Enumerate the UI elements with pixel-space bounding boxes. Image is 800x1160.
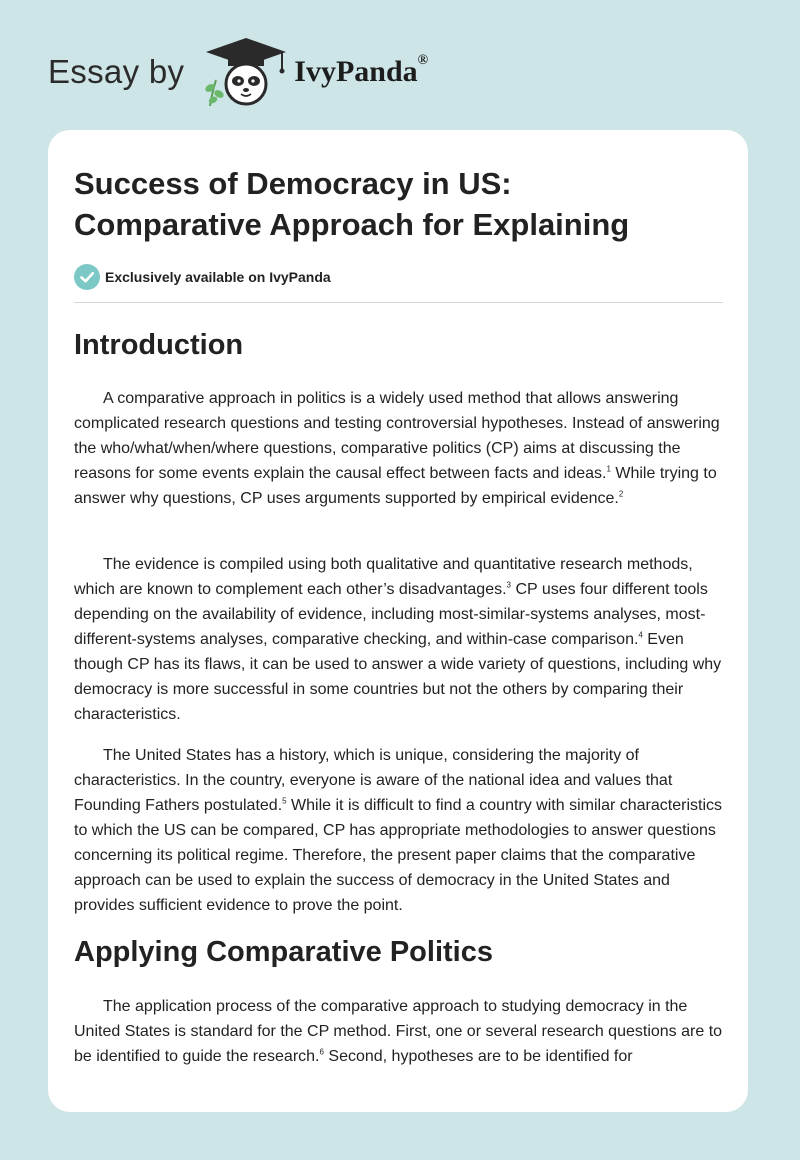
footnote-ref[interactable]: 2	[618, 489, 624, 499]
exclusive-badge	[74, 263, 331, 291]
footnote-ref[interactable]: 3	[506, 580, 511, 590]
footnote-ref[interactable]: 5	[282, 796, 287, 806]
panda-graduation-cap-icon	[198, 36, 294, 108]
footnote-ref[interactable]: 4	[638, 630, 643, 640]
footnote-ref[interactable]: 1	[606, 464, 611, 474]
paragraph-text: Even though CP has its flaws, it can be used to answer a wide variety of questions, including why democracy is more successful in some countries but not the others by comparing their characteristics.	[74, 631, 722, 723]
brand-name	[294, 55, 428, 89]
paragraph-text: The application process of the comparative approach to studying democracy in the United States is standard for the CP method. First, one or several research questions are to be identified to guide the research.	[74, 998, 723, 1065]
page-title-line-2: Comparative Approach for Explaining	[74, 207, 630, 242]
check-circle-icon	[74, 264, 100, 290]
paragraph-text: A comparative approach in politics is a widely used method that allows answering complicated research questions and testing controversial hypotheses. Instead of answering the who/what/when/where questions, comparative politics (CP) aims at discussing the reasons for some events explain the causal effect between facts and ideas.	[74, 390, 720, 482]
footnote-ref[interactable]: 6	[319, 1047, 324, 1057]
paragraph	[74, 552, 724, 727]
paragraph-text: While it is difficult to find a country with similar characteristics to which the US can be compared, CP has appropriate methodologies to answer questions concerning its political regime. Therefore, the present paper claims that the comparative approach can be used to explain the success of democracy in the United States and provides sufficient evidence to prove the point.	[74, 797, 722, 914]
paragraph-text: Second, hypotheses are to be identified for	[323, 1048, 633, 1065]
paragraph-text: The United States has a history, which is unique, considering the majority of characteristics. In the country, everyone is aware of the national idea and values that Founding Fathers postulated.	[74, 747, 673, 814]
essay-card	[48, 130, 748, 1112]
registered-mark: ®	[417, 53, 429, 68]
paragraph	[74, 743, 724, 918]
paragraph	[74, 386, 724, 511]
exclusive-badge-text: Exclusively available on IvyPanda	[105, 269, 331, 285]
site-brand[interactable]	[48, 36, 428, 108]
page-title	[74, 163, 724, 245]
paragraph-text: While trying to answer why questions, CP uses arguments supported by empirical evidence.	[74, 465, 717, 507]
section-heading-introduction: Introduction	[74, 329, 244, 361]
brand-prefix: Essay by	[48, 53, 185, 90]
brand-name-text: IvyPanda	[294, 55, 418, 88]
title-divider	[74, 302, 723, 303]
paragraph	[74, 994, 724, 1069]
section-heading-applying-comparative-politics: Applying Comparative Politics	[74, 936, 493, 968]
paragraph-text: The evidence is compiled using both qualitative and quantitative research methods, which are known to complement each other’s disadvantages.	[74, 556, 693, 598]
paragraph-text: CP uses four different tools depending on the availability of evidence, including most-similar-systems analyses, most-different-systems analyses, comparative checking, and within-case comparison.	[74, 581, 708, 648]
page-title-line-1: Success of Democracy in US:	[74, 166, 512, 201]
